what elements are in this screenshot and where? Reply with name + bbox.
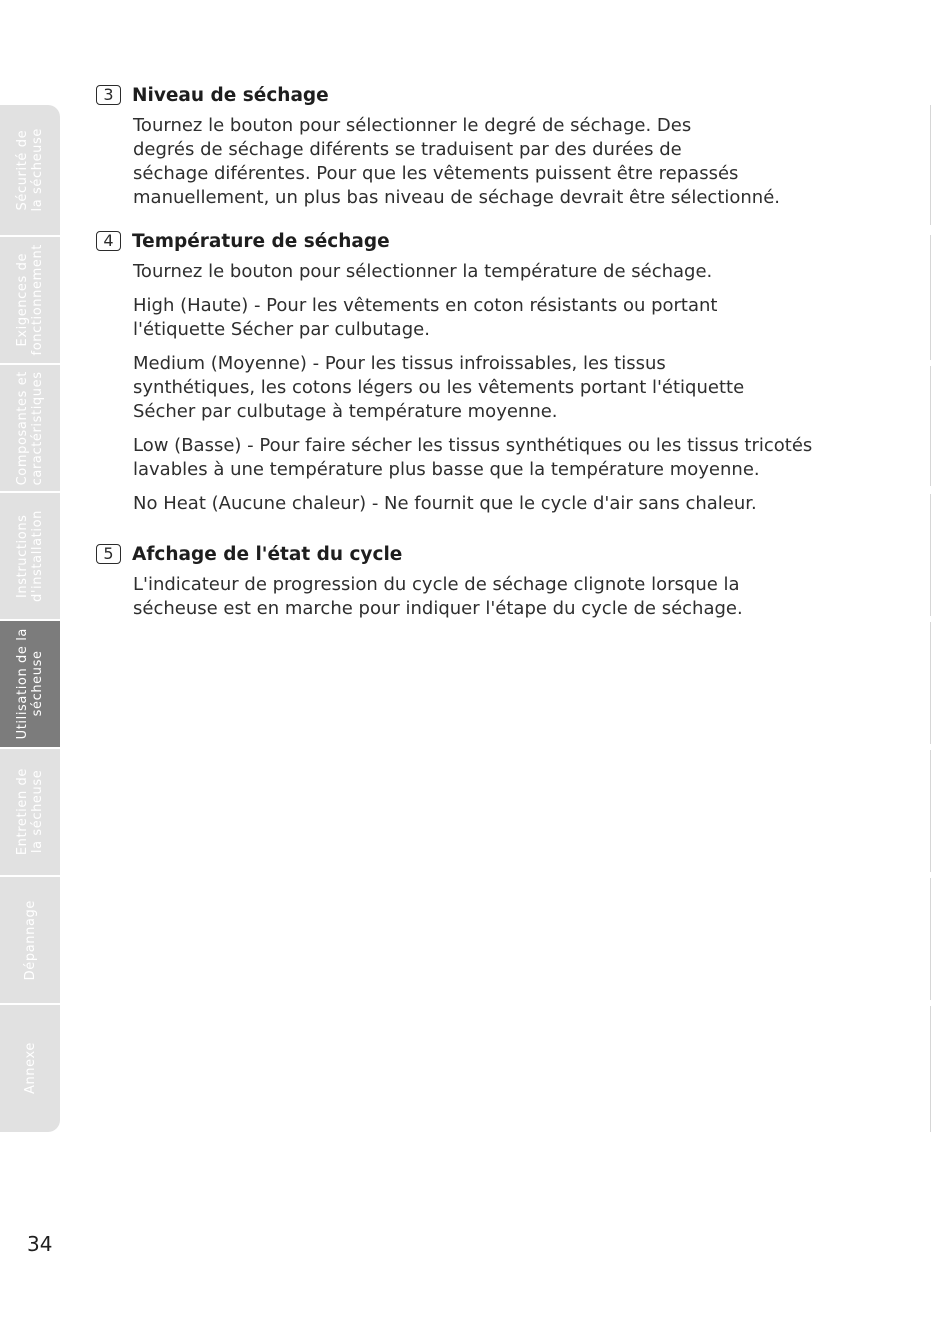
section-affichage-cycle (96, 542, 866, 621)
edge-rule (930, 105, 931, 225)
tab-label: Dépannage (22, 899, 38, 981)
section-number-badge: 4 (96, 231, 121, 251)
paragraph: L'indicateur de progression du cycle de séchage clignote lorsque la sécheuse est en marche pour indiquer l'étape du cycle de séchage. (133, 574, 743, 619)
edge-rule (930, 366, 931, 486)
paragraph: Tournez le bouton pour sélectionner le degré de séchage. Des degrés de séchage diférents se traduisent par des durées de séchage diférentes. Pour que les vêtements puissent être repassés manuellement, un plus bas niveau de séchage devrait être sélectionné. (133, 115, 781, 208)
section-heading: Afchage de l'état du cycle (132, 543, 403, 565)
section-number-badge: 5 (96, 544, 121, 564)
page-number: 34 (27, 1232, 53, 1256)
edge-rule (930, 750, 931, 872)
section-header (96, 542, 866, 566)
tab-label: Annexe (22, 1042, 38, 1095)
tab-label: Entretien de la sécheuse (15, 768, 45, 856)
tab-entretien[interactable] (0, 747, 60, 875)
section-temperature-sechage (96, 229, 866, 516)
paragraph: Tournez le bouton pour sélectionner la température de séchage. (133, 261, 713, 282)
side-tab-nav (0, 105, 60, 1132)
tab-utilisation[interactable] (0, 619, 60, 747)
paragraph: High (Haute) - Pour les vêtements en coton résistants ou portant l'étiquette Sécher par culbutage. (133, 295, 718, 340)
section-heading: Température de séchage (132, 230, 390, 252)
section-number-badge: 3 (96, 85, 121, 105)
tab-label: Composantes et caractéristiques (15, 370, 45, 486)
edge-rule (930, 235, 931, 360)
tab-depannage[interactable] (0, 875, 60, 1003)
paragraph: Medium (Moyenne) - Pour les tissus infroissables, les tissus synthétiques, les cotons légers ou les vêtements portant l'étiquette Sécher par culbutage à température moyenne. (133, 353, 745, 422)
tab-installation[interactable] (0, 491, 60, 619)
section-heading: Niveau de séchage (132, 84, 329, 106)
tab-label: Instructions d'installation (15, 509, 45, 602)
tab-label: Exigences de fonctionnement (15, 244, 45, 356)
tab-label: Sécurité de la sécheuse (15, 128, 45, 212)
tab-annexe[interactable] (0, 1003, 60, 1132)
tab-composantes[interactable] (0, 363, 60, 491)
edge-rule (930, 622, 931, 744)
tab-exigences[interactable] (0, 235, 60, 363)
tab-securite[interactable] (0, 105, 60, 235)
paragraph: Low (Basse) - Pour faire sécher les tissus synthétiques ou les tissus tricotés lavables à une température plus basse que la température moyenne. (133, 435, 813, 480)
paragraph: No Heat (Aucune chaleur) - Ne fournit que le cycle d'air sans chaleur. (133, 493, 757, 514)
edge-rule (930, 878, 931, 1000)
tab-label: Utilisation de la sécheuse (15, 628, 45, 740)
section-header (96, 83, 866, 107)
section-header (96, 229, 866, 253)
edge-rule (930, 1006, 931, 1132)
edge-rule (930, 494, 931, 616)
section-niveau-sechage (96, 83, 866, 210)
